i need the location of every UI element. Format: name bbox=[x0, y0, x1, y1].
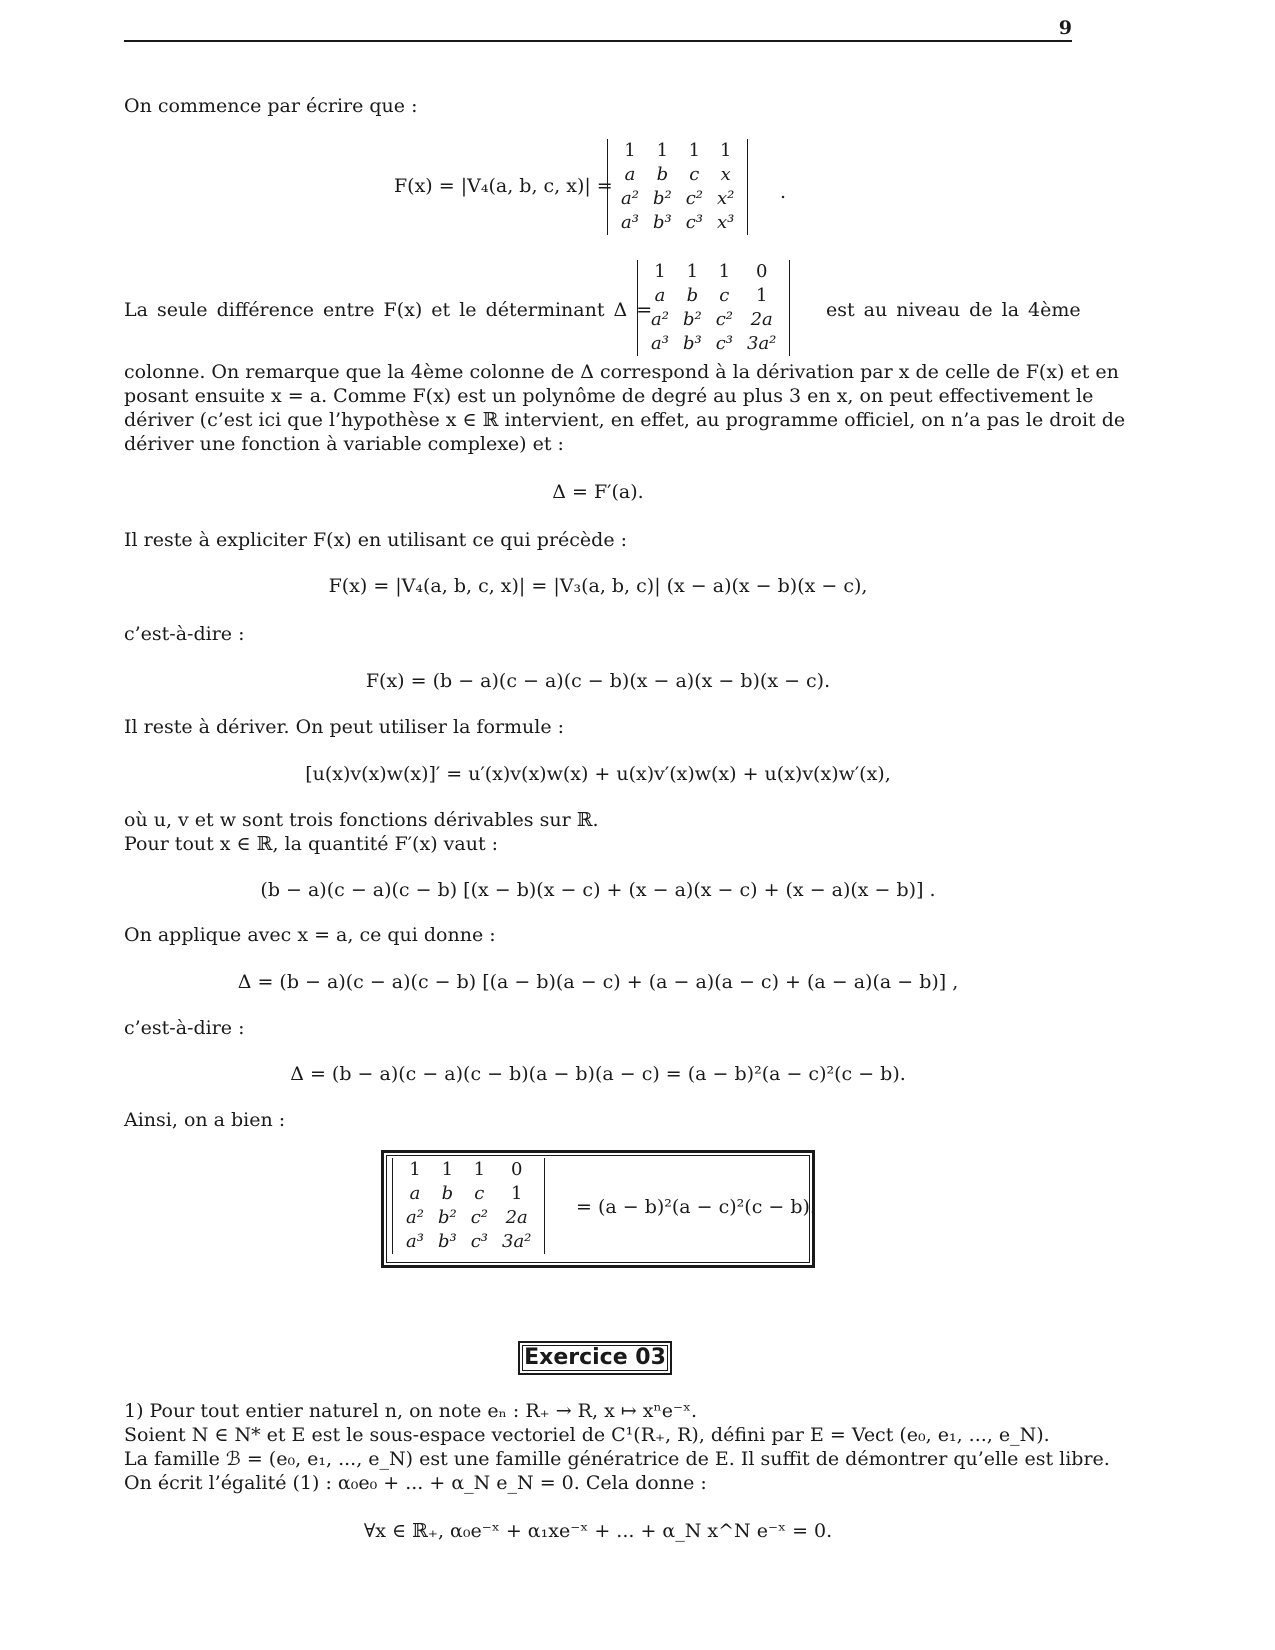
m2-cell: 1 bbox=[654, 261, 666, 282]
m1-cell: c² bbox=[685, 188, 703, 209]
exercise-title: Exercice 03 bbox=[518, 1341, 672, 1375]
mb-cell: 1 bbox=[441, 1159, 454, 1180]
determinant-1 bbox=[607, 139, 748, 235]
m1-cell: x bbox=[720, 164, 731, 185]
equation-1-lhs: F(x) = |V₄(a, b, c, x)| = bbox=[394, 175, 613, 197]
paragraph-ainsi: Ainsi, on a bien : bbox=[124, 1109, 286, 1131]
mb-cell: 2a bbox=[505, 1207, 528, 1228]
equation-1-tail: . bbox=[780, 181, 787, 203]
equation-3: F(x) = |V₄(a, b, c, x)| = |V₃(a, b, c)| (x − a)(x − b)(x − c), bbox=[328, 575, 868, 597]
exercise-line-4: On écrit l’égalité (1) : α₀e₀ + ... + α_N e_N = 0. Cela donne : bbox=[124, 1472, 707, 1494]
equation-9: ∀x ∈ ℝ₊, α₀e⁻ˣ + α₁xe⁻ˣ + ... + α_N x^N e⁻ˣ = 0. bbox=[363, 1520, 833, 1542]
paragraph-difference-end: est au niveau de la 4ème bbox=[826, 299, 1081, 321]
paragraph-line: posant ensuite x = a. Comme F(x) est un polynôme de degré au plus 3 en x, on peut effectivement le bbox=[124, 385, 1094, 407]
m2-cell: 3a² bbox=[747, 333, 777, 354]
m2-cell: b bbox=[686, 285, 699, 306]
mb-cell: 3a² bbox=[502, 1231, 532, 1252]
exercise-line-2: Soient N ∈ N* et E est le sous-espace vectoriel de C¹(R₊, R), défini par E = Vect (e₀, e₁, ..., e_N). bbox=[124, 1424, 1050, 1446]
paragraph-expliciter: Il reste à expliciter F(x) en utilisant ce qui précède : bbox=[124, 529, 628, 551]
m1-cell: b² bbox=[652, 188, 672, 209]
m2-cell: c² bbox=[715, 309, 733, 330]
mb-cell: 0 bbox=[510, 1159, 523, 1180]
m1-cell: 1 bbox=[719, 140, 732, 161]
m2-cell: 1 bbox=[686, 261, 699, 282]
mb-cell: c³ bbox=[470, 1231, 488, 1252]
paragraph-cest-a-dire-2: c’est-à-dire : bbox=[124, 1017, 245, 1039]
exercise-line-1: 1) Pour tout entier naturel n, on note eₙ : R₊ → R, x ↦ xⁿe⁻ˣ. bbox=[124, 1400, 698, 1422]
mb-cell: 1 bbox=[473, 1159, 486, 1180]
page-number: 9 bbox=[1058, 17, 1072, 39]
mb-cell: a³ bbox=[406, 1231, 424, 1252]
header-rule bbox=[124, 40, 1072, 42]
determinant-1-grid bbox=[614, 139, 741, 235]
m1-cell: a bbox=[624, 164, 636, 185]
m2-cell: 1 bbox=[755, 285, 768, 306]
determinant-boxed bbox=[392, 1158, 545, 1254]
paragraph-intro: On commence par écrire que : bbox=[124, 95, 418, 117]
mb-cell: a² bbox=[406, 1207, 424, 1228]
m2-cell: b³ bbox=[682, 333, 702, 354]
equation-6: (b − a)(c − a)(c − b) [(x − b)(x − c) + (x − a)(x − c) + (x − a)(x − b)] . bbox=[260, 879, 936, 901]
m2-cell: 2a bbox=[750, 309, 773, 330]
m1-cell: 1 bbox=[688, 140, 701, 161]
paragraph-line: dériver une fonction à variable complexe) et : bbox=[124, 433, 564, 455]
equation-5: [u(x)v(x)w(x)]′ = u′(x)v(x)w(x) + u(x)v′(x)w(x) + u(x)v(x)w′(x), bbox=[305, 763, 891, 785]
m2-cell: c³ bbox=[715, 333, 733, 354]
m2-cell: a² bbox=[651, 309, 669, 330]
m2-cell: a³ bbox=[651, 333, 669, 354]
paragraph-difference-start: La seule différence entre F(x) et le déterminant Δ = bbox=[124, 299, 653, 321]
exercise-line-3: La famille ℬ = (e₀, e₁, ..., e_N) est une famille génératrice de E. Il suffit de démontrer qu’elle est libre. bbox=[124, 1448, 1110, 1470]
mb-cell: 1 bbox=[409, 1159, 421, 1180]
mb-cell: b³ bbox=[437, 1231, 457, 1252]
mb-cell: b bbox=[441, 1183, 454, 1204]
mb-cell: a bbox=[409, 1183, 421, 1204]
equation-8: Δ = (b − a)(c − a)(c − b)(a − b)(a − c) = (a − b)²(a − c)²(c − b). bbox=[290, 1063, 906, 1085]
m1-cell: c³ bbox=[685, 212, 703, 233]
m1-cell: x³ bbox=[717, 212, 735, 233]
paragraph-ou: où u, v et w sont trois fonctions dérivables sur ℝ. bbox=[124, 809, 599, 831]
equation-4: F(x) = (b − a)(c − a)(c − b)(x − a)(x − b)(x − c). bbox=[365, 670, 831, 692]
mb-cell: b² bbox=[437, 1207, 457, 1228]
m2-cell: c bbox=[719, 285, 730, 306]
determinant-2 bbox=[637, 260, 790, 356]
mb-cell: 1 bbox=[510, 1183, 523, 1204]
paragraph-on-applique: On applique avec x = a, ce qui donne : bbox=[124, 924, 496, 946]
paragraph-line: dériver (c’est ici que l’hypothèse x ∈ ℝ intervient, en effet, au programme officiel, on n’a pas le droit de bbox=[124, 409, 1126, 431]
equation-2: Δ = F′(a). bbox=[552, 481, 644, 503]
m2-cell: 0 bbox=[755, 261, 768, 282]
mb-cell: c bbox=[474, 1183, 485, 1204]
m1-cell: b³ bbox=[652, 212, 672, 233]
m1-cell: a³ bbox=[621, 212, 639, 233]
boxed-result bbox=[381, 1150, 815, 1268]
determinant-boxed-grid bbox=[399, 1158, 538, 1254]
paragraph-line: colonne. On remarque que la 4ème colonne de Δ correspond à la dérivation par x de celle de F(x) et en bbox=[124, 361, 1119, 383]
equation-7: Δ = (b − a)(c − a)(c − b) [(a − b)(a − c) + (a − a)(a − c) + (a − a)(a − b)] , bbox=[237, 971, 959, 993]
paragraph-pour-tout: Pour tout x ∈ ℝ, la quantité F′(x) vaut : bbox=[124, 833, 499, 855]
m2-cell: a bbox=[654, 285, 666, 306]
paragraph-cest-a-dire-1: c’est-à-dire : bbox=[124, 623, 245, 645]
m2-cell: b² bbox=[682, 309, 702, 330]
m1-cell: 1 bbox=[656, 140, 669, 161]
m1-cell: c bbox=[689, 164, 700, 185]
m1-cell: 1 bbox=[624, 140, 636, 161]
m1-cell: x² bbox=[717, 188, 735, 209]
mb-cell: c² bbox=[470, 1207, 488, 1228]
paragraph-deriver: Il reste à dériver. On peut utiliser la formule : bbox=[124, 716, 565, 738]
m2-cell: 1 bbox=[718, 261, 731, 282]
m1-cell: a² bbox=[621, 188, 639, 209]
determinant-2-grid bbox=[644, 260, 783, 356]
boxed-rhs: = (a − b)²(a − c)²(c − b). bbox=[576, 1196, 816, 1218]
m1-cell: b bbox=[656, 164, 669, 185]
